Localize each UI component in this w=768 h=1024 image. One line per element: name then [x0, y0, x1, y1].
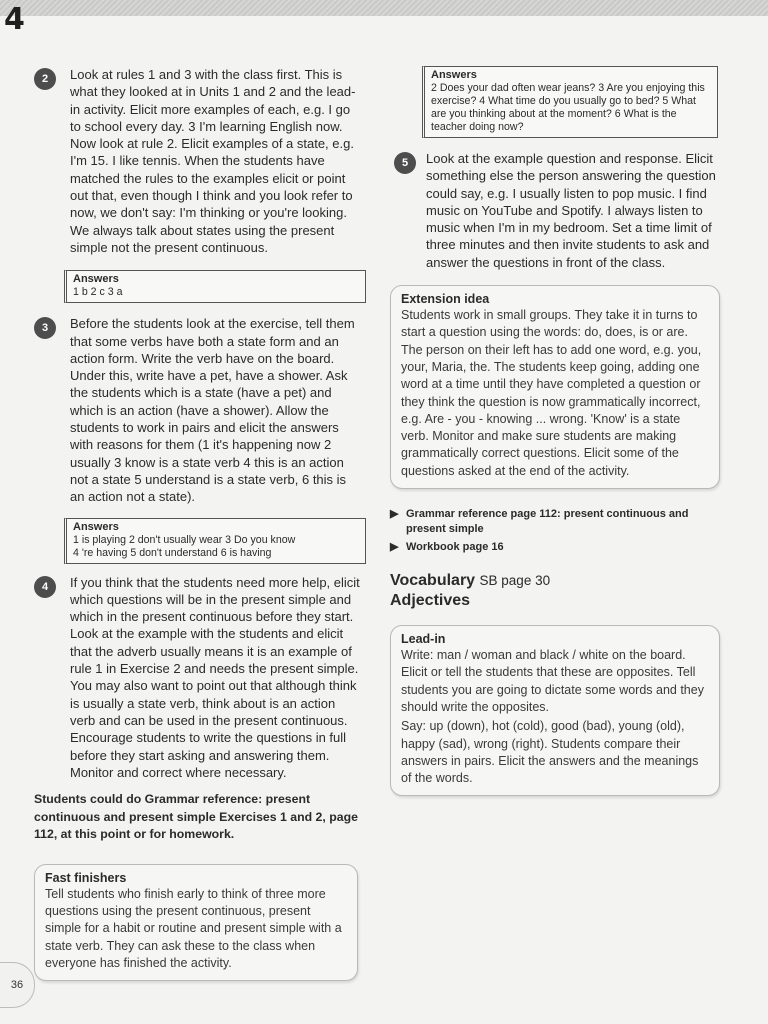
vocabulary-title: Vocabulary [390, 572, 476, 590]
answers-box-3 [422, 66, 718, 138]
answers-box-1 [64, 270, 366, 303]
extension-idea-title: Extension idea [401, 292, 490, 307]
triangle-arrow-icon: ▶ [390, 508, 399, 521]
step-2-text: Look at rules 1 and 3 with the class first. This is what they looked at in Units 1 and 2 and the lead-in activity. Elicit more examples of each, e.g. I go to school every day. 3 I'm learning English now. Now look at rule 2. Elicit examples of a state, e.g. I'm 15. I like tennis. When the students have matched the rules to the examples elicit or point out that, even though I think and you look refer to now, we don't say: I'm thinking or you're looking. We always talk about states using the present simple not the present continuous. [70, 67, 356, 255]
step-number-badge: 3 [34, 317, 56, 339]
answers-line-2: 4 're having 5 don't understand 6 is having [73, 546, 272, 559]
unit-number: 4 [4, 2, 25, 37]
references [390, 507, 730, 555]
step-number-badge: 5 [394, 152, 416, 174]
vocabulary-heading [390, 571, 730, 611]
answers-title: Answers [431, 69, 477, 81]
answers-title: Answers [73, 273, 119, 286]
fast-finishers-text: Tell students who finish early to think of three more questions using the present continuous, present simple for a habit or routine and present simple with a state verb. They can ask these to the class when everyone has finished the activity. [45, 886, 342, 971]
answers-box-2 [64, 518, 366, 564]
lead-in-box [390, 625, 720, 796]
answers-text: 1 b 2 c 3 a [73, 286, 123, 299]
page-number: 36 [0, 962, 35, 1008]
grammar-reference-note: Students could do Grammar reference: present continuous and present simple Exercises 1 and 2, page 112, at this point or for homework. [34, 792, 358, 842]
workbook-reference-text: Workbook page 16 [406, 541, 504, 554]
step-5-text: Look at the example question and response. Elicit something else the person answering the question could say, e.g. I usually listen to pop music. I find music on YouTube and Spotify. I always listen to music when I'm in my bedroom. Set a time limit of three minutes and then invite students to ask and answer the questions in front of the class. [426, 151, 716, 270]
triangle-arrow-icon: ▶ [390, 541, 399, 554]
fast-finishers-title: Fast finishers [45, 870, 127, 885]
answers-title: Answers [73, 520, 119, 533]
fast-finishers-box [34, 864, 358, 981]
vocabulary-page: SB page 30 [479, 573, 551, 589]
step-3-text: Before the students look at the exercise, tell them that some verbs have both a state form and an action form. Write the verb have on the board. Under this, write have a pet, have a shower. Ask the students which is a state (have a pet) and which is an action (have a shower). Allow the students to work in pairs and elicit the answers with reasons for them (1 it's happening now 2 usually 3 know is a state verb 4 this is an action not a state 5 understand is a state verb, 6 this is an action not a state). [70, 316, 355, 505]
right-column [390, 66, 730, 796]
answers-line-1: 1 is playing 2 don't usually wear 3 Do you know [73, 533, 296, 546]
step-number-badge: 4 [34, 576, 56, 598]
step-4 [34, 574, 364, 782]
step-3 [34, 315, 364, 505]
extension-idea-box [390, 285, 720, 489]
step-2 [34, 66, 364, 256]
answers-text: 2 Does your dad often wear jeans? 3 Are you enjoying this exercise? 4 What time do you usually go to bed? 5 What are you thinking about at the moment? 6 What is the teacher doing now? [431, 82, 705, 133]
left-column [34, 66, 364, 981]
grammar-reference-link[interactable] [390, 507, 730, 537]
grammar-reference-text: Grammar reference page 112: present continuous and present simple [406, 508, 689, 536]
lead-in-text-1: Write: man / woman and black / white on the board. Elicit or tell the students that these are opposites. Tell students you are going to dictate some words and they should write the opposites. [401, 648, 704, 714]
step-5 [390, 150, 730, 271]
step-4-text: If you think that the students need more help, elicit which questions will be in the present simple and which in the present continuous before they start. Look at the example with the students and elicit that the adverb usually means it is an example of rule 1 in Exercise 2 and needs the present simple. You may also want to point out that although think is usually a state verb, think about is an action verb and can be used in the present continuous. Encourage students to write the questions in full before they start asking and answering them. Monitor and correct where necessary. [70, 574, 360, 780]
lead-in-text-2: Say: up (down), hot (cold), good (bad), young (old), happy (sad), wrong (right). Students compare their answers in pairs. Elicit the answers and the meanings of the words. [401, 719, 699, 786]
lead-in-title: Lead-in [401, 632, 446, 647]
top-banner [0, 0, 768, 16]
workbook-reference-link[interactable] [390, 540, 730, 555]
vocabulary-subtitle: Adjectives [390, 592, 471, 610]
extension-idea-text: Students work in small groups. They take it in turns to start a question using the words: do, does, is or are. The person on their left has to add one word, e.g. you, your, Maria, the. The students keep going, adding one word at a time until they have completed a question or they think the question is now grammatically incorrect, e.g. Are - you - knowing ... wrong. 'Know' is a state verb. Monitor and make sure students are making grammatically correct questions. Elicit some of the questions asked at the end of the activity. [401, 308, 702, 478]
step-number-badge: 2 [34, 68, 56, 90]
